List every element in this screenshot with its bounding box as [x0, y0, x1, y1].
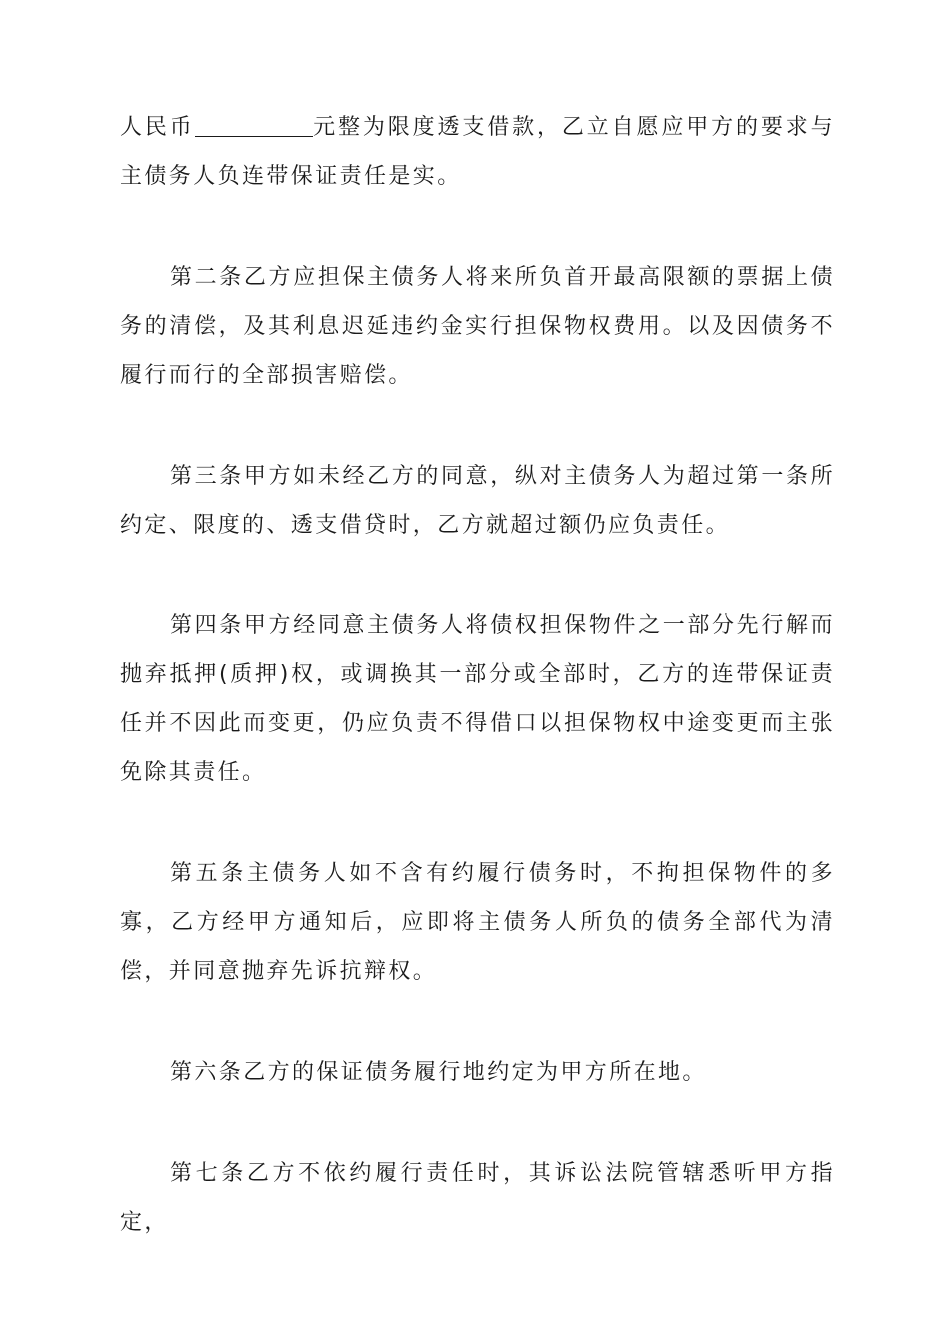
- amount-blank-line: [195, 114, 313, 137]
- paragraph-article-3: 第三条甲方如未经乙方的同意，纵对主债务人为超过第一条所约定、限度的、透支借贷时，乙方就超过额仍应负责任。: [120, 464, 835, 538]
- paragraph-article-6: 第六条乙方的保证债务履行地约定为甲方所在地。: [170, 1060, 707, 1085]
- paragraph-text-end: 元整为限度透支借款，乙立自愿应甲方的要求与主债务人负连带保证责任是实。: [120, 115, 835, 189]
- paragraph-article-5: 第五条主债务人如不含有约履行债务时，不拘担保物件的多寡，乙方经甲方通知后，应即将主债务人所负的债务全部代为清偿，并同意抛弃先诉抗辩权。: [120, 861, 835, 984]
- paragraph-article-2: 第二条乙方应担保主债务人将来所负首开最高限额的票据上债务的清偿，及其利息迟延违约金实行担保物权费用。以及因债务不履行而行的全部损害赔偿。: [120, 265, 835, 388]
- paragraph-article-7: 第七条乙方不依约履行责任时，其诉讼法院管辖悉听甲方指定，: [120, 1161, 835, 1235]
- paragraph-amount-clause: [120, 103, 835, 201]
- paragraph-article-4: 第四条甲方经同意主债务人将债权担保物件之一部分先行解而抛弃抵押(质押)权，或调换其一部分或全部时，乙方的连带保证责任并不因此而变更，仍应负责不得借口以担保物权中途变更而主张免除其责任。: [120, 613, 835, 785]
- paragraph-text-start: 人民币: [120, 115, 195, 140]
